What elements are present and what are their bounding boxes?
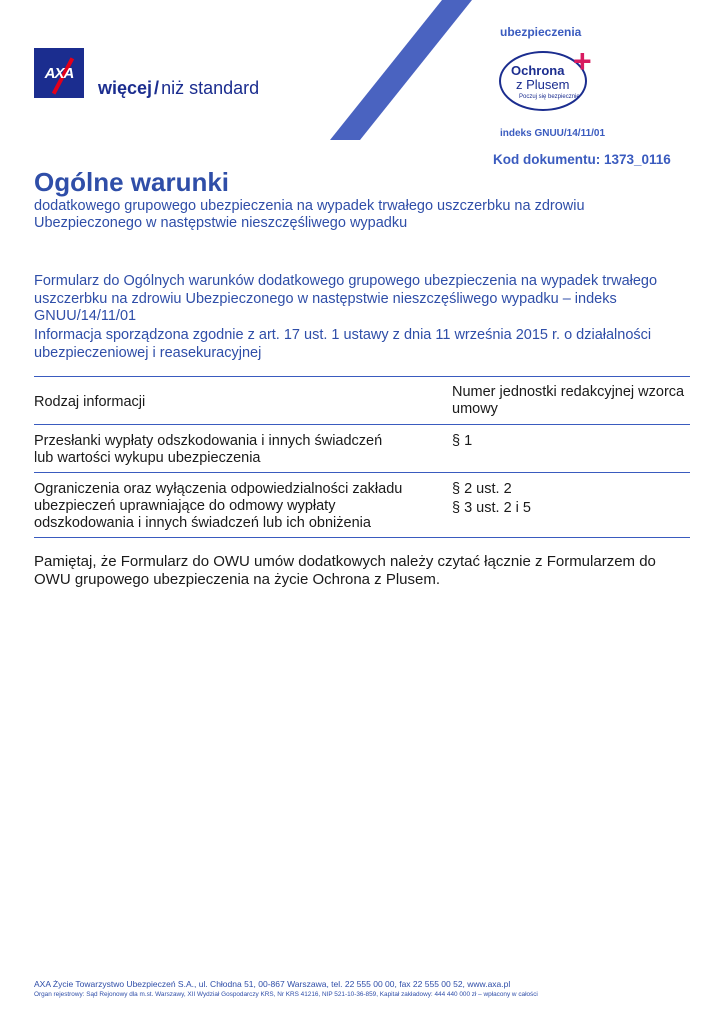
table-rule-bottom	[34, 537, 690, 538]
table-rule	[34, 472, 690, 473]
diagonal-stripe-shape	[330, 0, 472, 140]
table-header-right: Numer jednostki redakcyjnej wzorca umowy	[452, 384, 685, 417]
document-code: Kod dokumentu: 1373_0116	[493, 152, 671, 167]
table-row-1-left: Przesłanki wypłaty odszkodowania i innych świadczeń lub wartości wykupu ubezpieczenia	[34, 433, 383, 466]
form-intro: Formularz do Ogólnych warunków dodatkowego grupowego ubezpieczenia na wypadek trwałego uszczerbku na zdrowiu Ubezpieczonego w następstwie nieszczęśliwego wypadku – indeks GNUU/14/11/01	[34, 273, 658, 324]
tagline-light: niż standard	[161, 78, 260, 98]
axa-logo-text: AXA	[44, 65, 74, 82]
table-row-2-left: Ograniczenia oraz wyłączenia odpowiedzialności zakładu ubezpieczeń uprawniające do odmowy wypłaty odszkodowania i innych świadczeń lub ich obniżenia	[34, 481, 403, 531]
page-subtitle: dodatkowego grupowego ubezpieczenia na wypadek trwałego uszczerbku na zdrowiu Ubezpieczonego w następstwie nieszczęśliwego wypadku	[34, 198, 585, 231]
tagline	[98, 78, 259, 99]
table-rule	[34, 424, 690, 425]
table-rule-top	[34, 376, 690, 377]
ochrona-z-plusem-badge	[499, 43, 597, 113]
product-label: ubezpieczenia	[500, 25, 582, 39]
page-title: Ogólne warunki	[34, 167, 230, 197]
table-row-2-right-2: § 3 ust. 2 i 5	[452, 500, 531, 516]
table-row-2-right-1: § 2 ust. 2	[452, 481, 512, 497]
badge-line1: Ochrona	[511, 63, 565, 78]
diagonal-stripe	[330, 0, 490, 140]
table-header-left: Rodzaj informacji	[34, 394, 146, 410]
badge-line3: Poczuj się bezpiecznie	[519, 94, 580, 100]
plus-icon: +	[573, 43, 592, 79]
index-label: indeks GNUU/14/11/01	[500, 128, 606, 139]
badge-line2: z Plusem	[516, 77, 570, 92]
axa-logo	[34, 48, 84, 98]
table-row-1-right: § 1	[452, 433, 473, 449]
reminder-note: Pamiętaj, że Formularz do OWU umów dodatkowych należy czytać łącznie z Formularzem do OWU grupowego ubezpieczenia na życie Ochrona z Plusem.	[34, 553, 656, 588]
footer-registry-info: Organ rejestrowy: Sąd Rejonowy dla m.st. Warszawy, XII Wydział Gospodarczy KRS, Nr KRS 41216, NIP 521-10-36-859, Kapitał zakładowy: 444 440 000 zł – wpłacony w całości	[34, 991, 538, 998]
tagline-separator-icon: /	[154, 78, 160, 98]
tagline-bold: więcej	[98, 78, 153, 98]
footer-company-info: AXA Życie Towarzystwo Ubezpieczeń S.A., ul. Chłodna 51, 00-867 Warszawa, tel. 22 555 00 00, fax 22 555 00 52, www.axa.pl	[34, 979, 511, 989]
form-note: Informacja sporządzona zgodnie z art. 17 ust. 1 ustawy z dnia 11 września 2015 r. o działalności ubezpieczeniowej i reasekuracyjnej	[34, 327, 652, 361]
